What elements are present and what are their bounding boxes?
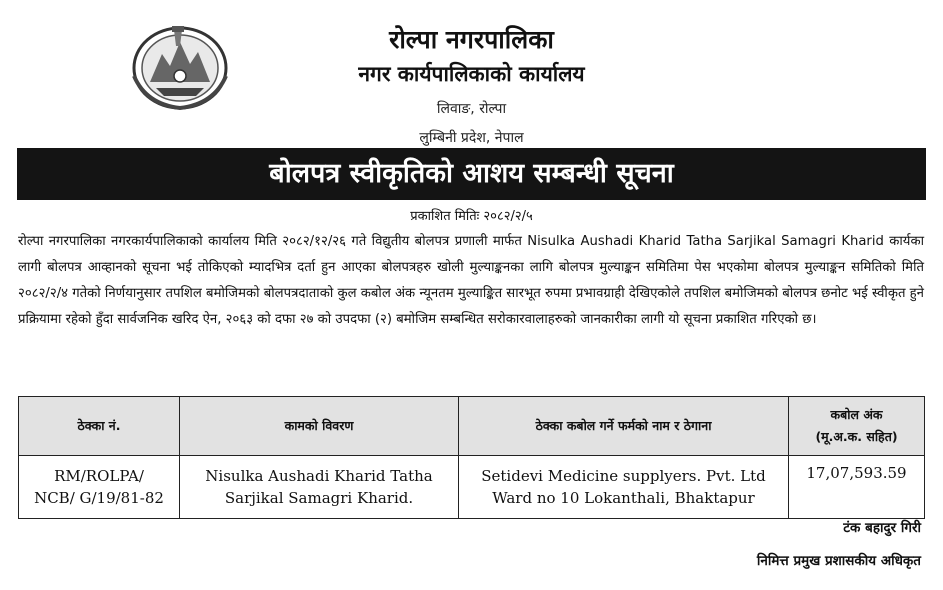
firm-line1: Setidevi Medicine supplyers. Pvt. Ltd: [481, 467, 766, 485]
notice-body: रोल्पा नगरपालिका नगरकार्यपालिकाको कार्यालय मिति २०८२/१२/२६ गते विद्युतीय बोलपत्र प्रणाली मार्फत Nisulka Aushadi Kharid Tatha Sarjikal Samagri Kharid कार्यका लागी बोलपत्र आव्हानको सूचना भई तोकिएको म्यादभित्र दर्ता हुन आएका बोलपत्रहरु खोली मुल्याङ्कनका लागि बोलपत्र मुल्याङ्कन समितिमा पेस भएकोमा बोलपत्र मुल्याङ्कन समितिको मिति २०८२/२/४ गतेको निर्णयानुसार तपशिल बमोजिमको बोलपत्रदाताको कुल कबोल अंक न्यूनतम मुल्याङ्कित सारभूत रुपमा प्रभावग्राही देखिएकोले तपशिल बमोजिमको बोलपत्र छनोट भई स्वीकृत हुने प्रक्रियामा रहेको हुँदा सार्वजनिक खरिद ऐन, २०६३ को दफा २७ को उपदफा (२) बमोजिम सम्बन्धित सरोकारवालाहरुको जानकारीका लागी यो सूचना प्रकाशित गरिएको छ।: [18, 234, 924, 327]
cell-contract-no: [19, 456, 180, 519]
header-firm: ठेक्का कबोल गर्ने फर्मको नाम र ठेगाना: [459, 397, 789, 456]
contract-no-line1: RM/ROLPA/: [54, 467, 144, 485]
header-amount-line1: कबोल अंक: [830, 407, 883, 422]
header-description: कामको विवरण: [180, 397, 459, 456]
office-location: लिवाङ, रोल्पा: [436, 101, 507, 117]
org-name: रोल्पा नगरपालिका: [389, 25, 554, 54]
header-amount: [789, 397, 925, 456]
header-amount-line2: (मू.अ.क. सहित): [815, 429, 898, 444]
table-row: [19, 456, 925, 519]
cell-amount: [789, 456, 925, 519]
description-line2: Sarjikal Samagri Kharid.: [224, 489, 414, 507]
amount-value: 17,07,593.59: [806, 464, 907, 482]
cell-firm: [459, 456, 789, 519]
header-contract-no: ठेक्का नं.: [19, 397, 180, 456]
office-province: लुम्बिनी प्रदेश, नेपाल: [419, 130, 524, 146]
cell-description: [180, 456, 459, 519]
office-name: नगर कार्यपालिकाको कार्यालय: [358, 62, 585, 86]
notice-title: बोलपत्र स्वीकृतिको आशय सम्बन्धी सूचना: [17, 148, 926, 200]
bid-table: [18, 396, 925, 519]
table-header-row: [19, 397, 925, 456]
signatory-title: निमित्त प्रमुख प्रशासकीय अधिकृत: [756, 553, 921, 569]
firm-line2: Ward no 10 Lokanthali, Bhaktapur: [492, 489, 755, 507]
contract-no-line2: NCB/ G/19/81-82: [34, 489, 164, 507]
signatory-name: टंक बहादुर गिरी: [843, 520, 921, 536]
published-date: प्रकाशित मितिः २०८२/२/५: [410, 209, 533, 224]
description-line1: Nisulka Aushadi Kharid Tatha: [205, 467, 433, 485]
